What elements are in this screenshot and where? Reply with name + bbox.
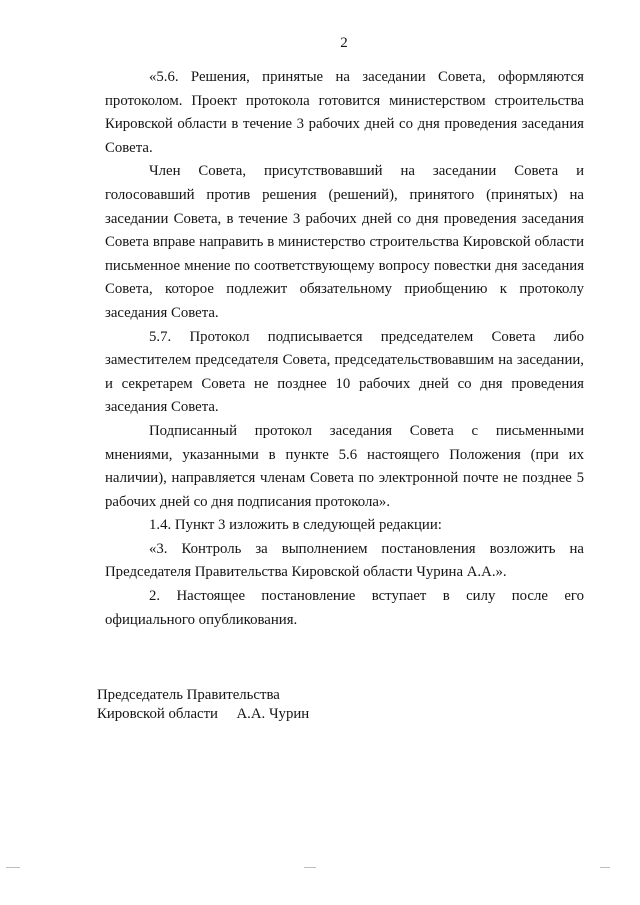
paragraph-5-6: «5.6. Решения, принятые на заседании Совета, оформляются протоколом. Проект протокола готовится министерством строительства Кировской области в течение 3 рабочих дней со дня проведения заседания Совета.	[105, 69, 584, 156]
signature-organization: Кировской области	[97, 706, 218, 722]
paragraph-2: 2. Настоящее постановление вступает в силу после его официального опубликования.	[105, 588, 584, 628]
document-body	[105, 66, 584, 632]
signature-line-2	[97, 705, 309, 724]
page-number: 2	[340, 35, 348, 51]
signature-name: А.А. Чурин	[236, 706, 310, 722]
paragraph-member-opinion: Член Совета, присутствовавший на заседании Совета и голосовавший против решения (решений), принятого (принятых) на заседании Совета, в течение 3 рабочих дней со дня проведения заседания Совета вправе направить в министерство строительства Кировской области письменное мнение по соответствующему вопросу повестки дня заседания Совета, которое подлежит обязательному приобщению к протоколу заседания Совета.	[105, 163, 584, 321]
paragraph-clause-3: «3. Контроль за выполнением постановления возложить на Председателя Правительства Кировской области Чурина А.А.».	[105, 540, 584, 581]
scan-speck	[304, 867, 316, 868]
signature-block	[97, 686, 309, 724]
paragraph-5-7: 5.7. Протокол подписывается председателем Совета либо заместителем председателя Совета, председательствовавшим на заседании, и секретарем Совета не позднее 10 рабочих дней со дня проведения заседания Совета.	[105, 328, 584, 416]
paragraph-1-4: 1.4. Пункт 3 изложить в следующей редакции:	[149, 517, 442, 534]
scan-speck	[6, 867, 20, 868]
scan-speck	[600, 867, 610, 868]
signature-title: Председатель Правительства	[97, 687, 280, 703]
paragraph-signed-protocol: Подписанный протокол заседания Совета с письменными мнениями, указанными в пункте 5.6 настоящего Положения (при их наличии), направляется членам Совета по электронной почте не позднее 5 рабочих дней со дня подписания протокола».	[105, 422, 584, 510]
